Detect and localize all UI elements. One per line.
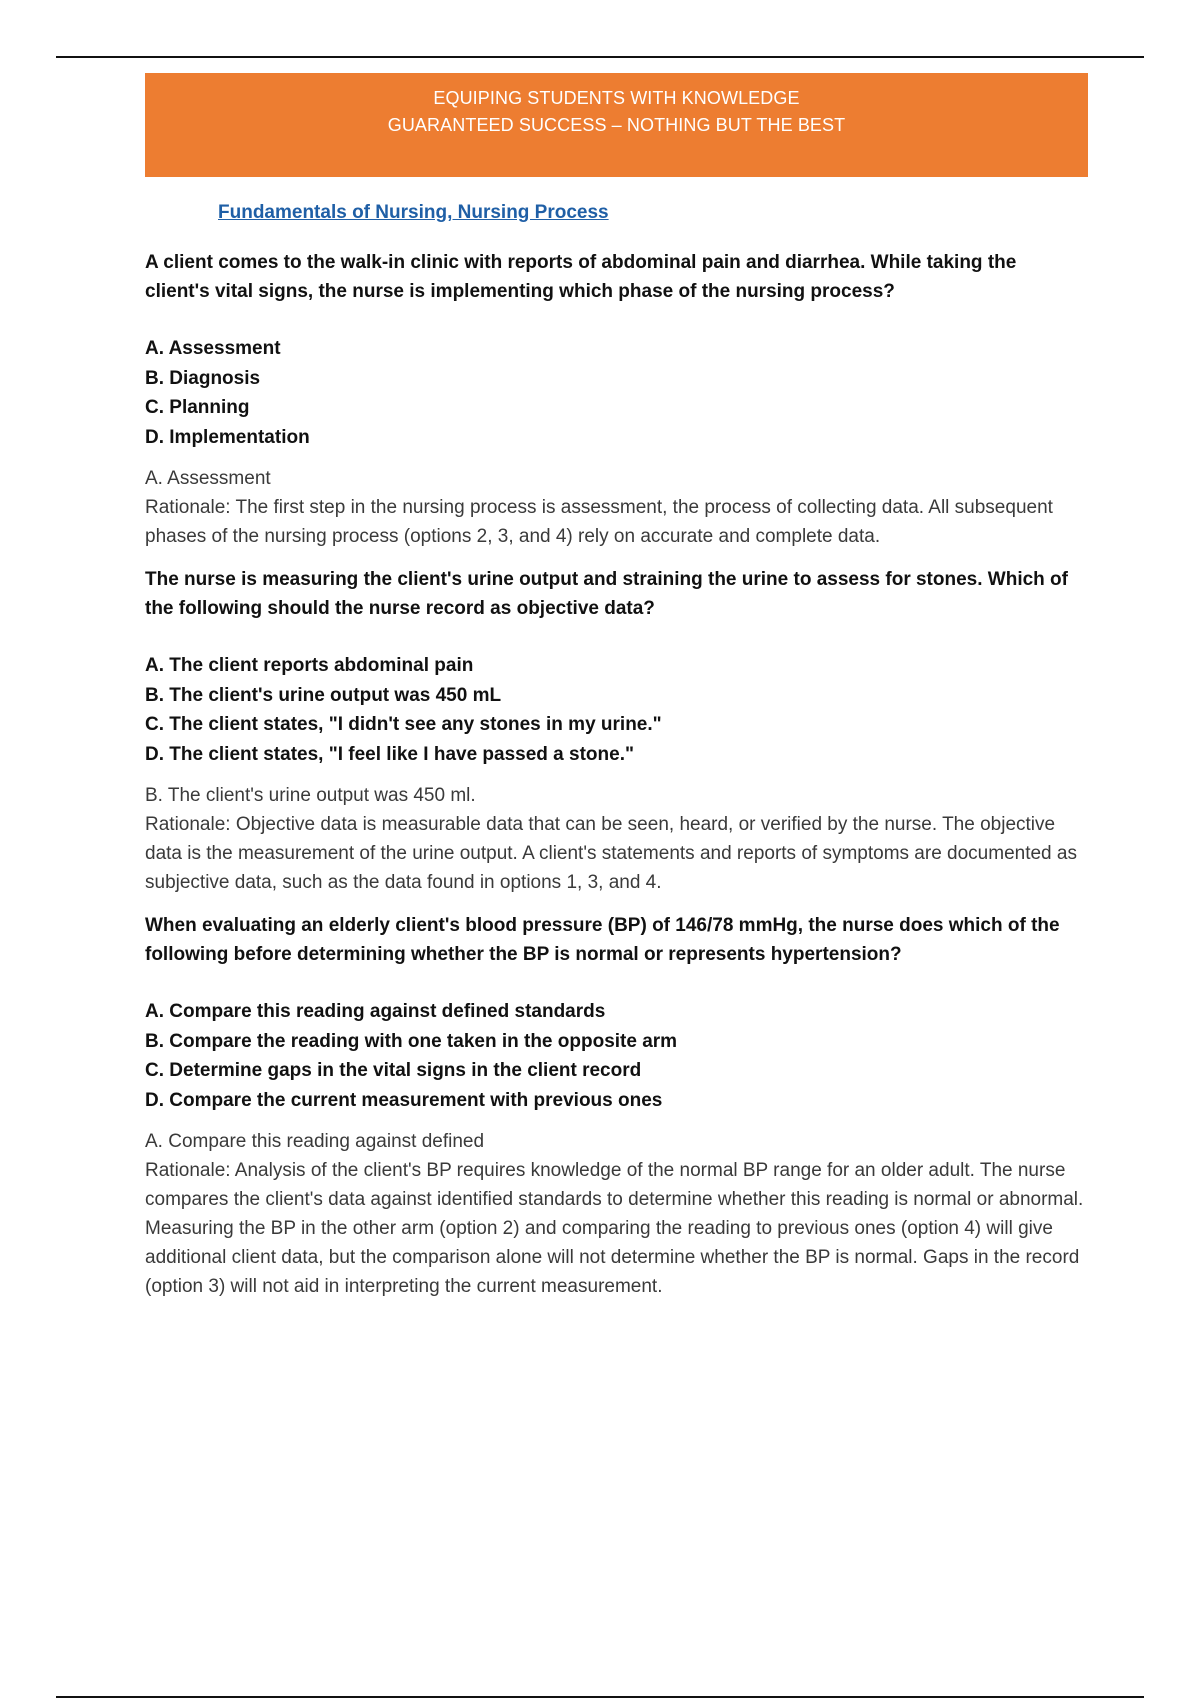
question-text: A client comes to the walk-in clinic with reports of abdominal pain and diarrhea. While taking the client's vital signs, the nurse is implementing which phase of the nursing process? — [145, 252, 1017, 302]
options-list — [145, 651, 1085, 769]
topic-link[interactable]: Fundamentals of Nursing, Nursing Process — [218, 202, 609, 223]
rationale-text: Rationale: The first step in the nursing process is assessment, the process of collecting data. All subsequent phases of the nursing process (options 2, 3, and 4) rely on accurate and complete data. — [145, 497, 1053, 547]
bottom-divider — [56, 1696, 1144, 1698]
option-item: A. The client reports abdominal pain — [145, 655, 474, 676]
option-item: D. The client states, "I feel like I have passed a stone." — [145, 743, 634, 765]
option-item: B. Diagnosis — [145, 367, 261, 389]
option-item: D. Compare the current measurement with previous ones — [145, 1089, 663, 1111]
answer-block — [145, 464, 1085, 551]
question-block — [145, 911, 1085, 1301]
option-item: D. Implementation — [145, 426, 310, 448]
question-text: When evaluating an elderly client's blood pressure (BP) of 146/78 mmHg, the nurse does which of the following before determining whether the BP is normal or represents hypertension? — [145, 915, 1060, 965]
banner-line-1: EQUIPING STUDENTS WITH KNOWLEDGE — [433, 88, 800, 108]
option-item: A. Compare this reading against defined standards — [145, 1001, 606, 1022]
document-body — [145, 200, 1085, 1301]
answer-text: B. The client's urine output was 450 ml. — [145, 785, 476, 806]
answer-text: A. Compare this reading against defined — [145, 1131, 485, 1152]
answer-block — [145, 781, 1085, 897]
banner-line-2: GUARANTEED SUCCESS – NOTHING BUT THE BEST — [387, 115, 846, 135]
option-item: B. Compare the reading with one taken in the opposite arm — [145, 1030, 678, 1052]
answer-block — [145, 1127, 1085, 1301]
header-banner — [145, 73, 1088, 177]
option-item: A. Assessment — [145, 338, 281, 359]
top-divider — [56, 56, 1144, 58]
rationale-text: Rationale: Analysis of the client's BP requires knowledge of the normal BP range for an older adult. The nurse compares the client's data against identified standards to determine whether this reading is normal or abnormal. Measuring the BP in the other arm (option 2) and comparing the reading to previous ones (option 4) will give additional client data, but the comparison alone will not determine whether the BP is normal. Gaps in the record (option 3) will not aid in interpreting the current measurement. — [145, 1160, 1084, 1297]
option-item: B. The client's urine output was 450 mL — [145, 684, 502, 706]
rationale-text: Rationale: Objective data is measurable data that can be seen, heard, or verified by the nurse. The objective data is the measurement of the urine output. A client's statements and reports of symptoms are documented as subjective data, such as the data found in options 1, 3, and 4. — [145, 814, 1077, 893]
options-list — [145, 997, 1085, 1115]
options-list — [145, 334, 1085, 452]
answer-text: A. Assessment — [145, 468, 271, 489]
question-text: The nurse is measuring the client's urine output and straining the urine to assess for stones. Which of the following should the nurse record as objective data? — [145, 569, 1068, 619]
question-block — [145, 565, 1085, 897]
option-item: C. Planning — [145, 397, 250, 418]
question-block — [145, 248, 1085, 551]
option-item: C. The client states, "I didn't see any stones in my urine." — [145, 714, 662, 735]
option-item: C. Determine gaps in the vital signs in the client record — [145, 1060, 642, 1081]
